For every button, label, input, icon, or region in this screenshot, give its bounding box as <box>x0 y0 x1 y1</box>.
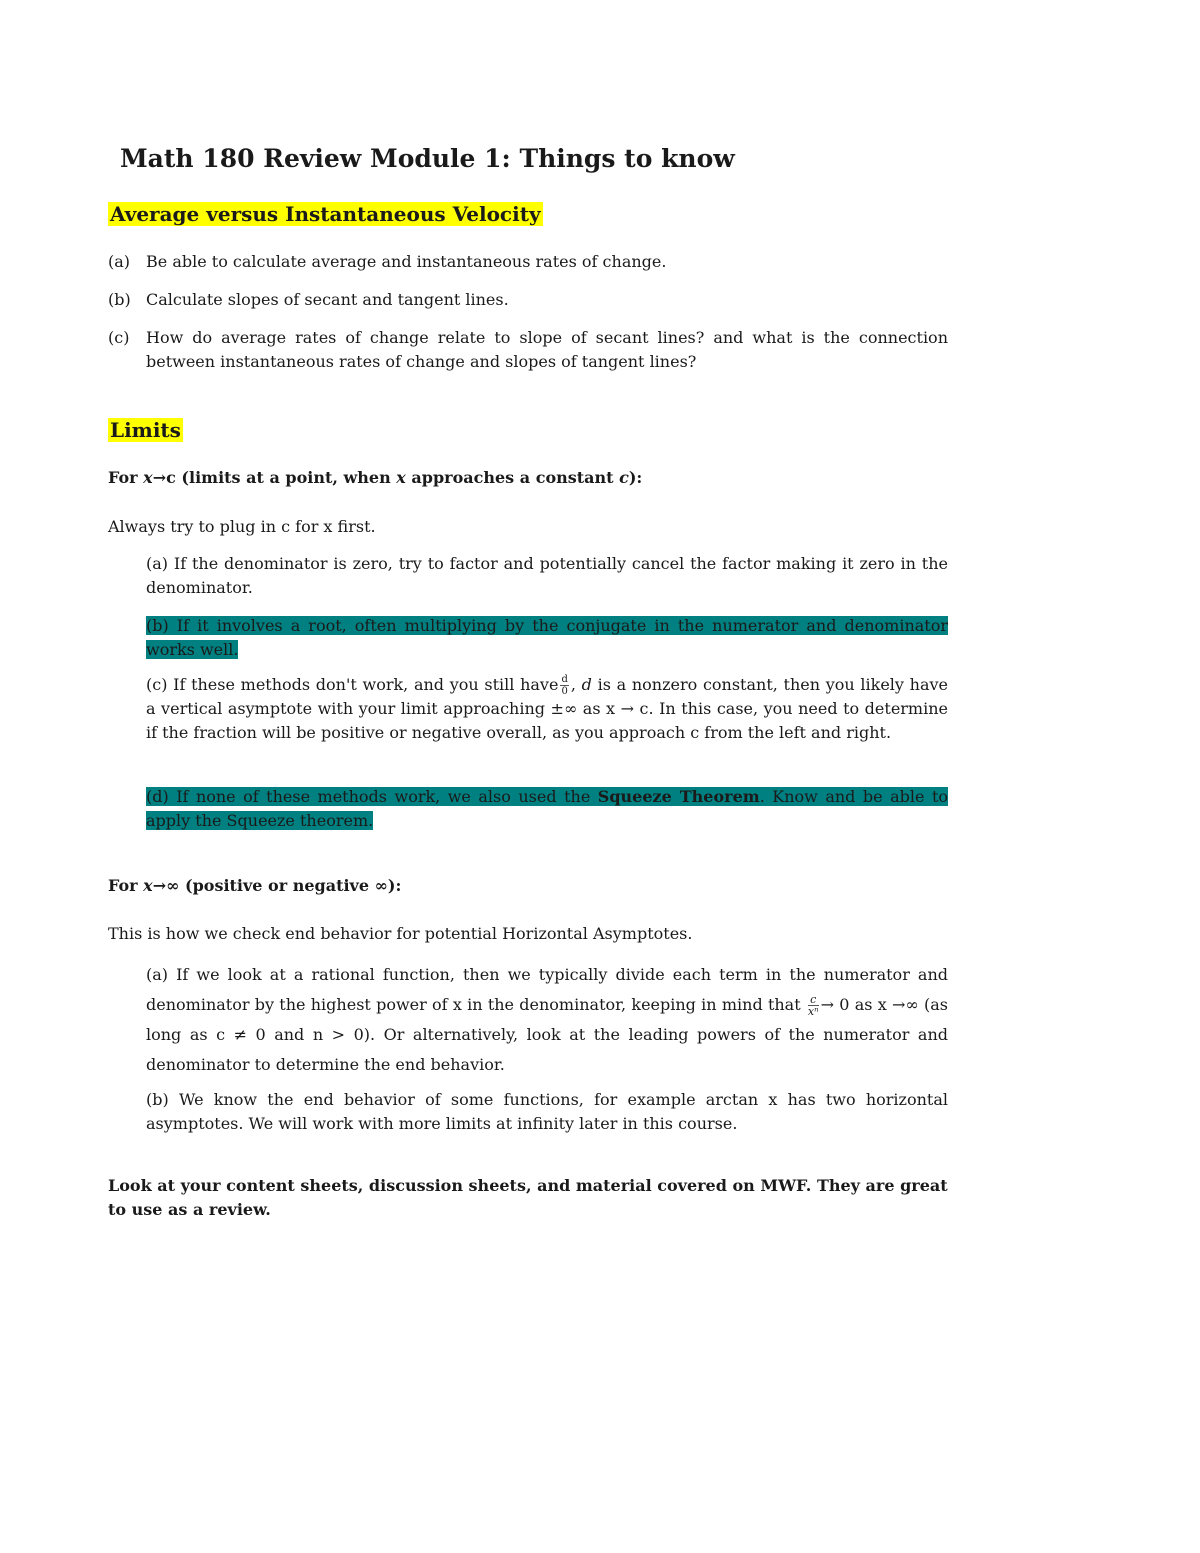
limits-infinity-item-b: (b) We know the end behavior of some functions, for example arctan x has two horizontal asymptotes. We will work with more limits at infinity later in this course. <box>146 1090 948 1133</box>
limits-point-intro: Always try to plug in c for x first. <box>108 517 376 536</box>
velocity-heading <box>108 200 543 228</box>
item-label: (c) <box>108 328 130 347</box>
limits-point-item-a: (a) If the denominator is zero, try to factor and potentially cancel the factor making it zero in the denominator. <box>146 554 948 597</box>
squeeze-theorem-term: Squeeze Theorem <box>597 787 760 806</box>
item-text: Calculate slopes of secant and tangent lines. <box>146 290 509 309</box>
limits-point-item-c: (c) If these methods don't work, and you still have $\frac{d}{0}$ , d is a nonzero constant, then you likely have a vertical asymptote with your limit approaching ±∞ as x → c. In this case, you need to determine if the fraction will be positive or negative overall, as you approach c from the left and right. <box>146 674 948 742</box>
item-c-text: is a nonzero constant, then you likely have a vertical asymptote with your limit approaching ±∞ as x → c. In this case, you need to determine if the fraction will be positive or negative overall, as you approach c from the left and right. <box>146 675 948 742</box>
limits-heading <box>108 416 183 444</box>
closing-note: Look at your content sheets, discussion sheets, and material covered on MWF. They are great to use as a review. <box>108 1176 948 1219</box>
limits-point-item-d <box>146 785 948 833</box>
heading-part: ): <box>628 468 643 487</box>
arrow: → <box>820 995 834 1014</box>
fraction-denominator: 0 <box>561 686 568 697</box>
fraction-numerator: d <box>561 674 568 685</box>
velocity-item-b <box>108 288 948 312</box>
velocity-item-a <box>108 250 948 274</box>
fraction-numerator: c <box>808 994 819 1006</box>
item-d-text: (d) If none of these methods work, we also used the <box>146 787 598 806</box>
item-b-highlight: (b) If it involves a root, often multiplying by the conjugate in the numerator and denominator works well. <box>146 616 948 659</box>
item-label: (a) <box>108 252 131 271</box>
heading-var-x: x <box>396 468 406 487</box>
heading-part: →c <box>152 468 176 487</box>
heading-part: (limits at a point, when <box>175 468 397 487</box>
item-label: (b) <box>108 290 131 309</box>
fraction-d-over-0 <box>560 674 568 697</box>
velocity-item-c <box>108 326 948 374</box>
heading-part: →∞ (positive or negative ∞): <box>152 876 402 895</box>
velocity-heading-text: Average versus Instantaneous Velocity <box>110 202 541 226</box>
var-d: d <box>581 675 592 694</box>
item-a-text: (a) If we look at a rational function, then we typically divide each term in the numerator and denominator by the highest power of x in the denominator, keeping in mind that <box>146 965 948 1014</box>
heading-part: For <box>108 468 144 487</box>
heading-var-x: x <box>143 876 153 895</box>
fraction-denominator: xⁿ <box>807 1005 819 1018</box>
limits-infinity-item-a <box>146 960 948 1080</box>
item-c-text: (c) If these methods don't work, and you still have <box>146 675 559 694</box>
heading-var-x: x <box>143 468 153 487</box>
heading-part: approaches a constant <box>405 468 620 487</box>
item-text: How do average rates of change relate to slope of secant lines? and what is the connection between instantaneous rates of change and slopes of tangent lines? <box>146 328 948 371</box>
heading-var-c: c <box>619 468 629 487</box>
limits-point-heading <box>108 466 948 490</box>
heading-part: For <box>108 876 144 895</box>
item-text: Be able to calculate average and instantaneous rates of change. <box>146 252 667 271</box>
limits-infinity-heading <box>108 874 948 898</box>
item-d-text: . Know and be able to apply the Squeeze theorem. <box>146 787 949 830</box>
limits-heading-text: Limits <box>110 418 181 442</box>
page-title: Math 180 Review Module 1: Things to know <box>120 144 735 173</box>
item-d-highlight <box>146 787 948 830</box>
limits-point-item-b <box>146 614 948 662</box>
limits-infinity-intro: This is how we check end behavior for potential Horizontal Asymptotes. <box>108 924 693 943</box>
item-a-text: 0 as x →∞ (as long as c ≠ 0 and n > 0). Or alternatively, look at the leading powers of the numerator and denominator to determine the end behavior. <box>146 995 948 1074</box>
fraction-c-over-xn <box>808 994 819 1017</box>
